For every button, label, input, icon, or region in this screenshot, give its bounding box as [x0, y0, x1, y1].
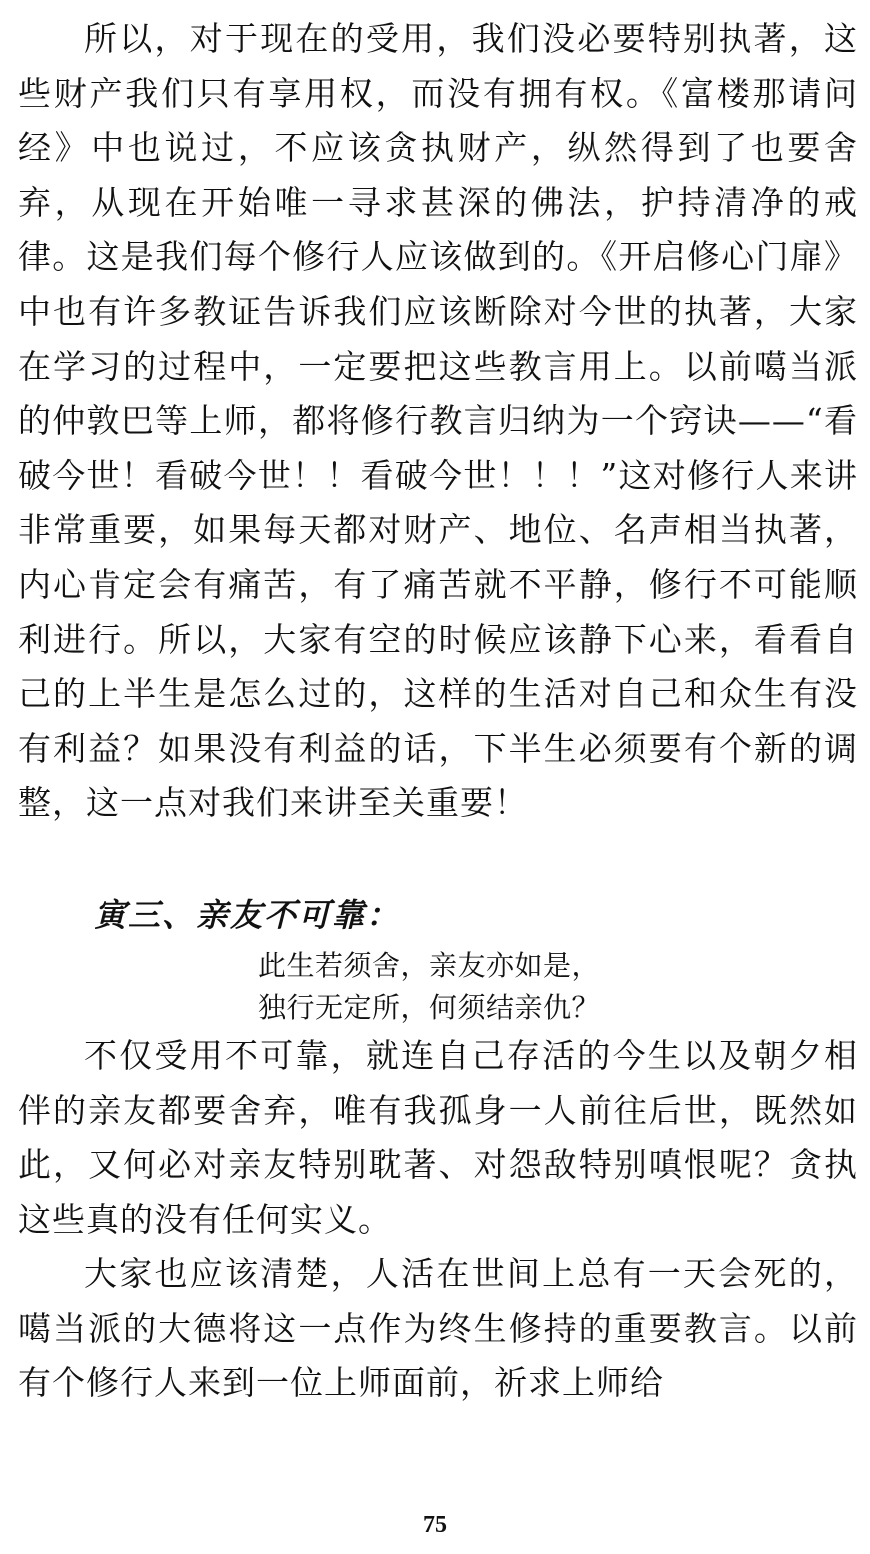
page-number: 75 — [423, 1512, 447, 1538]
paragraph-relatives: 不仅受用不可靠，就连自己存活的今生以及朝夕相伴的亲友都要舍弃，唯有我孤身一人前往后世，既然如此，又何必对亲友特别耽著、对怨敌特别嗔恨呢？贪执这些真的没有任何实义。 — [18, 1035, 858, 1239]
paragraph-possessions: 所以，对于现在的受用，我们没必要特别执著，这些财产我们只有享用权，而没有拥有权。《富楼那请问经》中也说过，不应该贪执财产，纵然得到了也要舍弃，从现在开始唯一寻求甚深的佛法，护持清净的戒律。这是我们每个修行人应该做到的。《开启修心门扉》中也有许多教证告诉我们应该断除对今世的执著，大家在学习的过程中，一定要把这些教言用上。以前噶当派的仲敦巴等上师，都将修行教言归纳为一个窍诀——“看破今世！看破今世！！看破今世！！！”这对修行人来讲非常重要，如果每天都对财产、地位、名声相当执著，内心肯定会有痛苦，有了痛苦就不平静，修行不可能顺利进行。所以，大家有空的时候应该静下心来，看看自己的上半生是怎么过的，这样的生活对自己和众生有没有利益？如果没有利益的话，下半生必须要有个新的调整，这一点对我们来讲至关重要！ — [18, 19, 858, 823]
verse-line-1: 此生若须舍，亲友亦如是， — [258, 948, 601, 982]
paragraph-death: 大家也应该清楚，人活在世间上总有一天会死的，噶当派的大德将这一点作为终生修持的重要教言。以前有个修行人来到一位上师面前，祈求上师给 — [18, 1254, 858, 1403]
page-body — [18, 12, 858, 1411]
verse-block — [18, 945, 858, 1029]
verse-line-2: 独行无定所，何须结亲仇？ — [258, 990, 601, 1024]
section-gap — [18, 831, 858, 885]
section-heading: 寅三、亲友不可靠： — [94, 895, 401, 934]
